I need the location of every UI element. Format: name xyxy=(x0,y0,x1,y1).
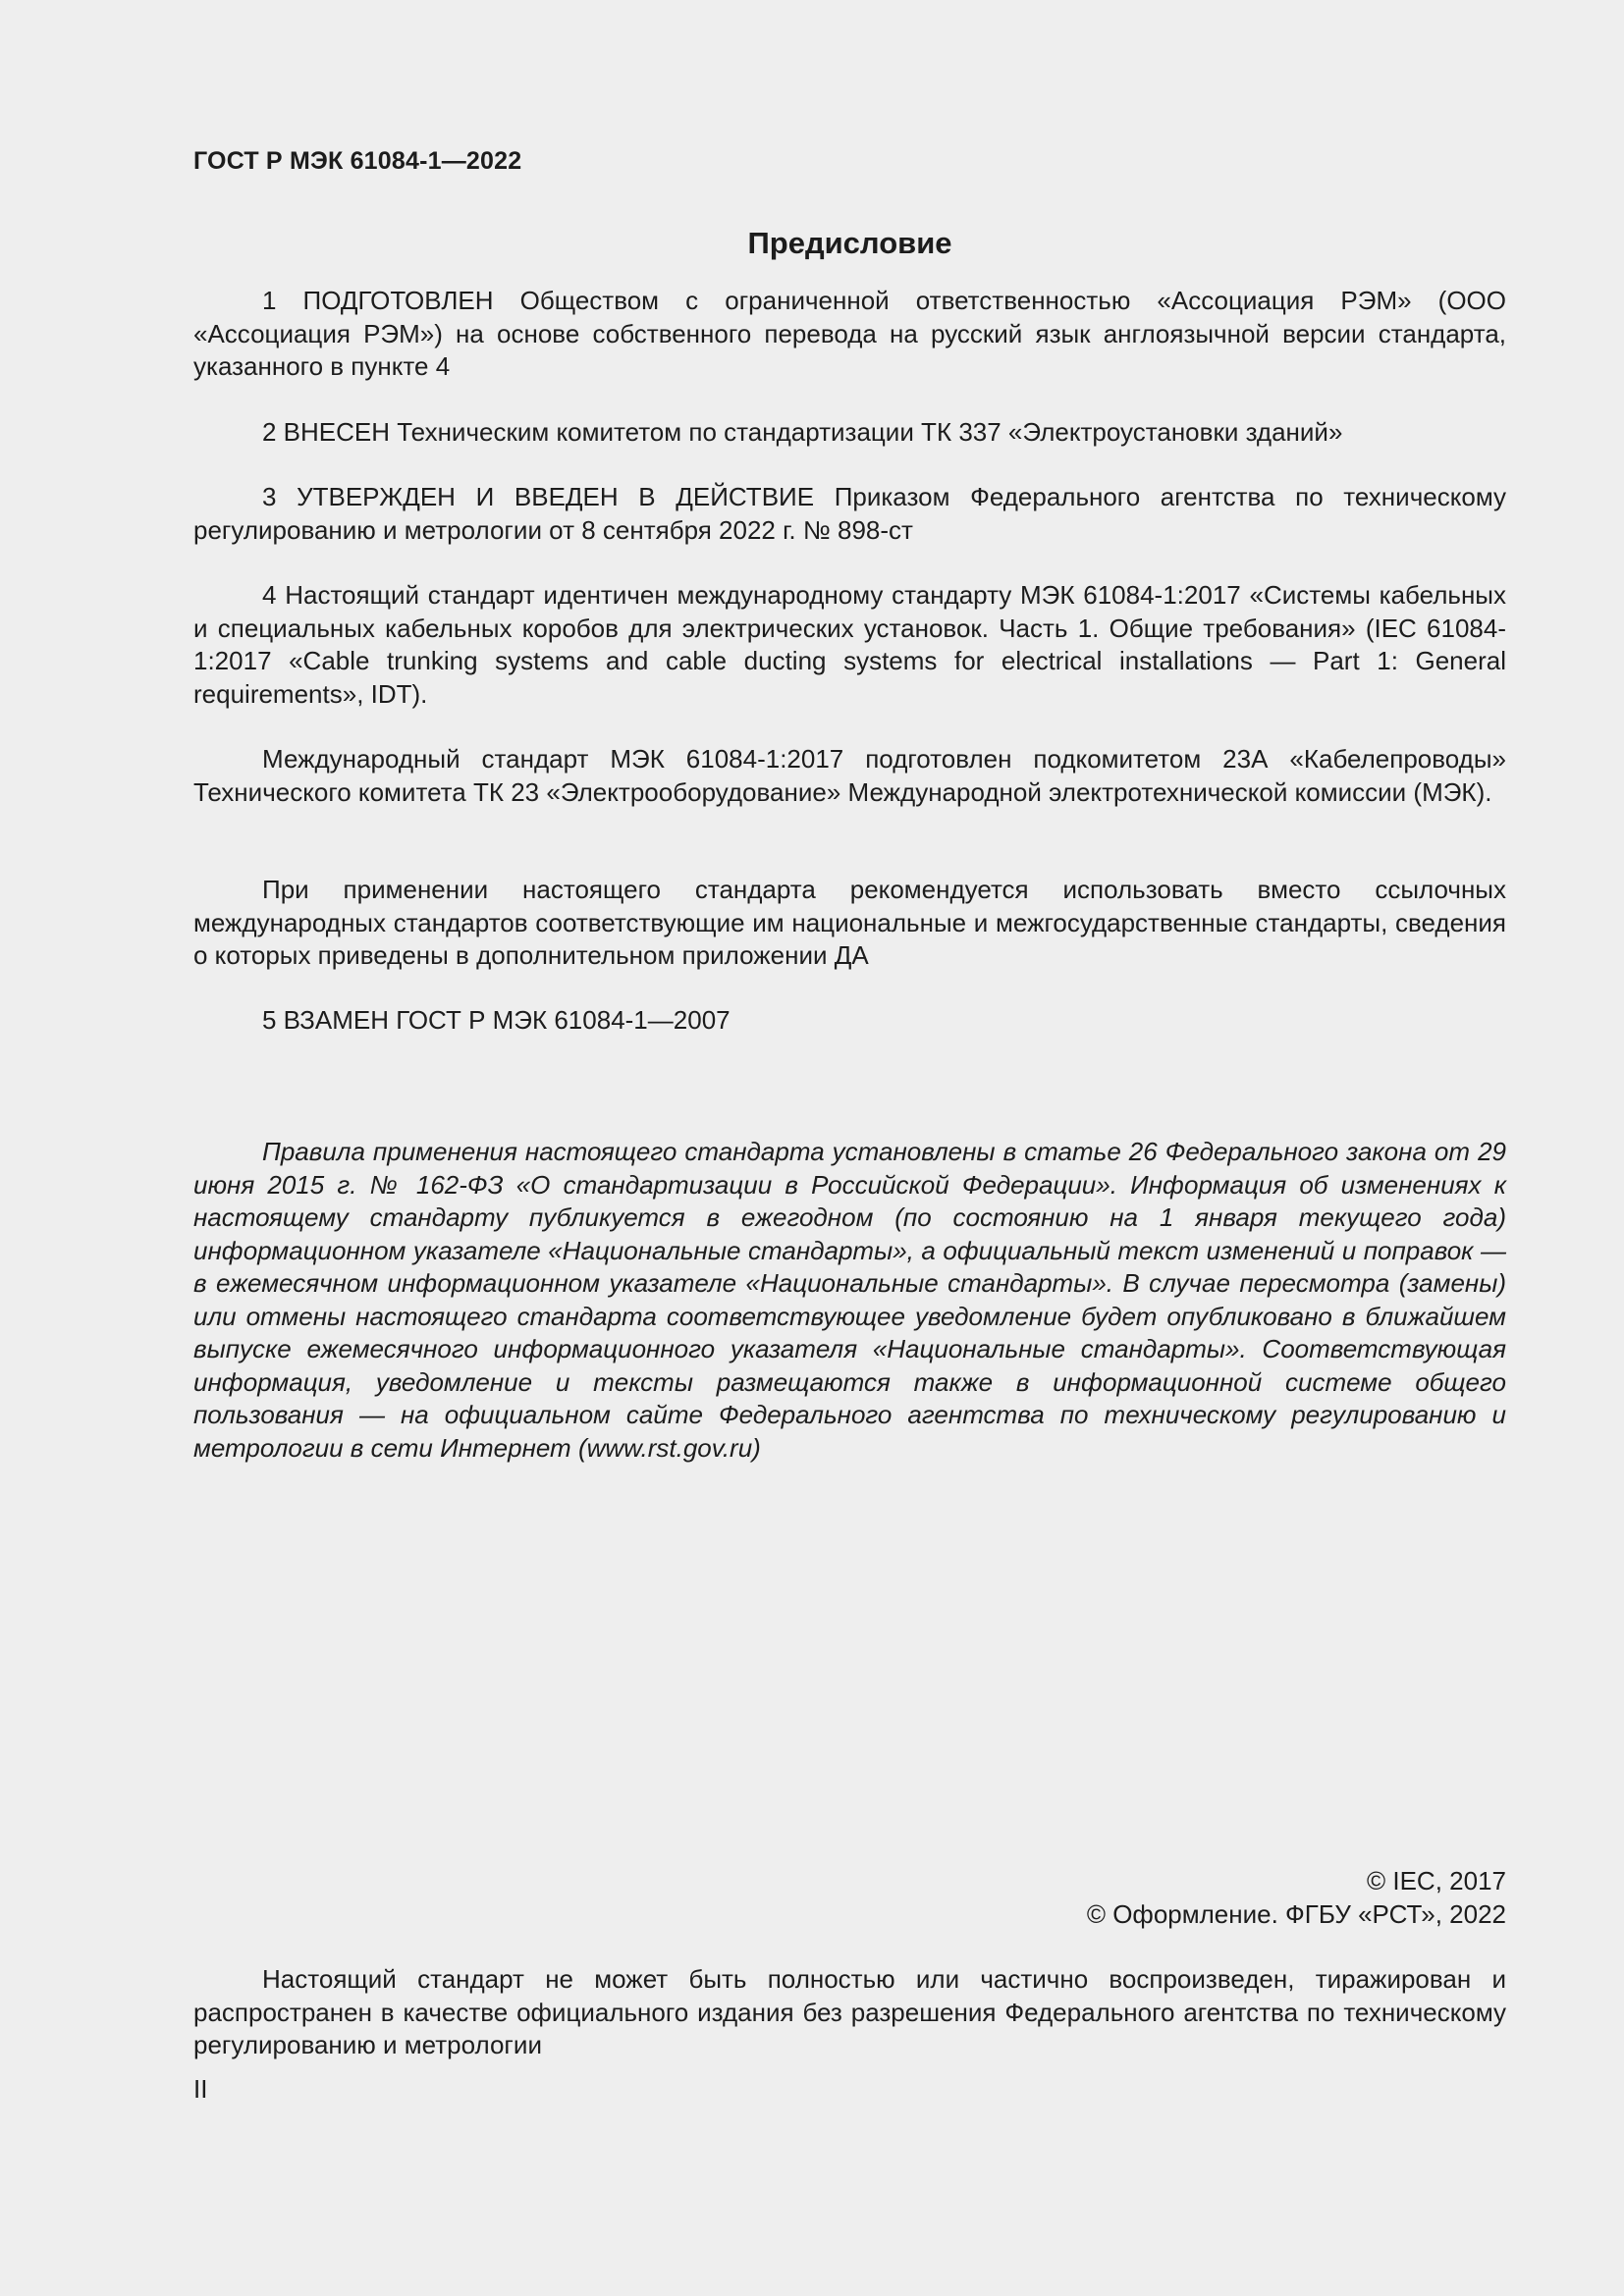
notice-paragraph: Правила применения настоящего стандарта установлены в статье 26 Федерального закона от 29 июня 2015 г. № 162-ФЗ «О стандартизации в Российской Федерации». Информация об изменениях к настоящему стандарту публикуется в ежегодном (по состоянию на 1 января текущего года) информационном указателе «Национальные стандарты», а официальный текст изменений и поправок — в ежемесячном информационном указателе «Национальные стандарты». В случае пересмотра (замены) или отмены настоящего стандарта соответствующее уведомление будет опубликовано в ближайшем выпуске ежемесячного информационного указателя «Национальные стандарты». Соответствующая информация, уведомление и тексты размещаются также в информационной системе общего пользования — на официальном сайте Федерального агентства по техническому регулированию и метрологии в сети Интернет (www.rst.gov.ru) xyxy=(193,1137,1506,1463)
document-code: ГОСТ Р МЭК 61084-1—2022 xyxy=(193,147,522,175)
paragraph-replaces: 5 ВЗАМЕН ГОСТ Р МЭК 61084-1—2007 xyxy=(262,1005,731,1035)
page-title: Предисловие xyxy=(747,226,952,260)
copyright-rst: © Оформление. ФГБУ «РСТ», 2022 xyxy=(1086,1898,1506,1929)
paragraph-application: При применении настоящего стандарта рекомендуется использовать вместо ссылочных международных стандартов соответствующие им национальные и межгосударственные стандарты, сведения о которых приведены в дополнительном приложении ДА xyxy=(193,875,1506,970)
copyright-iec: © IEC, 2017 xyxy=(1366,1866,1506,1896)
paragraph-identical: 4 Настоящий стандарт идентичен международному стандарту МЭК 61084-1:2017 «Системы кабельных и специальных кабельных коробов для электрических установок. Часть 1. Общие требования» (IEC 61084-1:2017 «Cable trunking systems and cable ducting systems for electrical installations — Part 1: General requirements», IDT). xyxy=(193,580,1506,709)
document-page xyxy=(193,0,1506,2296)
copyright-block xyxy=(1087,1865,1506,1931)
paragraph-prepared: 1 ПОДГОТОВЛЕН Обществом с ограниченной ответственностью «Ассоциация РЭМ» (ООО «Ассоциация РЭМ») на основе собственного перевода на русский язык англоязычной версии стандарта, указанного в пункте 4 xyxy=(193,286,1506,381)
reproduction-notice: Настоящий стандарт не может быть полностью или частично воспроизведен, тиражирован и распространен в качестве официального издания без разрешения Федерального агентства по техническому регулированию и метрологии xyxy=(193,1964,1506,2059)
page-number: II xyxy=(193,2074,208,2104)
paragraph-approved: 3 УТВЕРЖДЕН И ВВЕДЕН В ДЕЙСТВИЕ Приказом Федерального агентства по техническому регулированию и метрологии от 8 сентября 2022 г. № 898-ст xyxy=(193,482,1506,545)
paragraph-submitted: 2 ВНЕСЕН Техническим комитетом по стандартизации ТК 337 «Электроустановки зданий» xyxy=(262,417,1343,447)
paragraph-international: Международный стандарт МЭК 61084-1:2017 подготовлен подкомитетом 23А «Кабелепроводы» Технического комитета ТК 23 «Электрооборудование» Международной электротехнической комиссии (МЭК). xyxy=(193,744,1506,807)
